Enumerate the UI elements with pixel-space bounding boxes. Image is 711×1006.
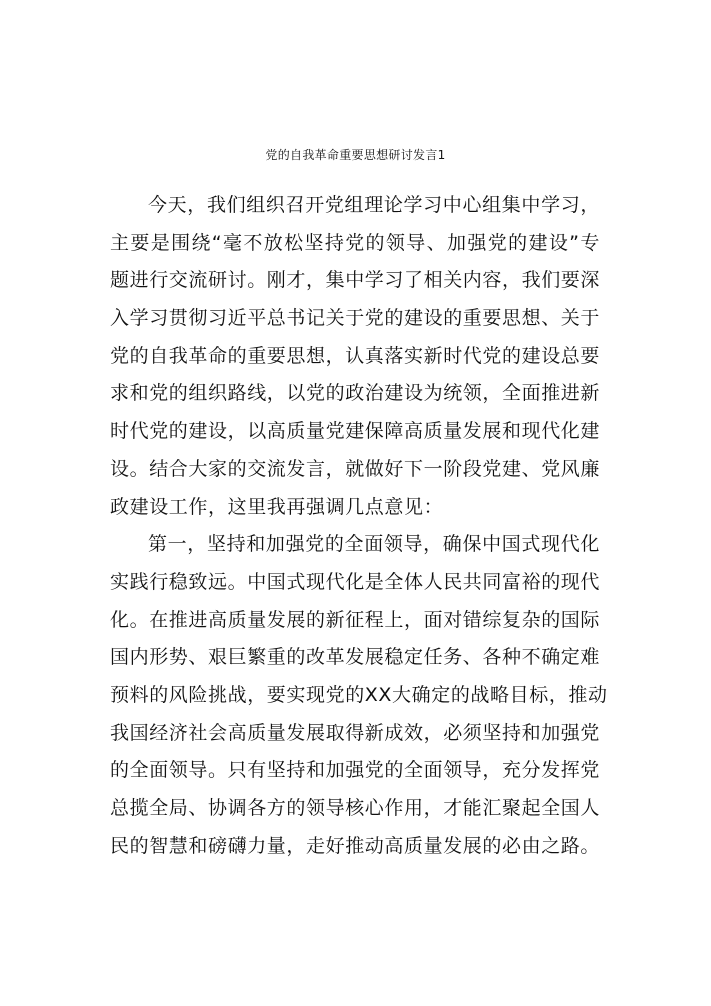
- document-title: 党的自我革命重要思想研讨发言1: [265, 148, 446, 162]
- paragraph-line: 设。结合大家的交流发言，就做好下一阶段党建、党风廉: [110, 457, 601, 480]
- paragraph-line: 的全面领导。只有坚持和加强党的全面领导，充分发挥党: [110, 759, 601, 782]
- paragraph-line: 民的智慧和磅礴力量，走好推动高质量发展的必由之路。: [110, 834, 601, 857]
- document-body: [110, 187, 608, 865]
- paragraph-line: 政建设工作，这里我再强调几点意见：: [110, 495, 444, 518]
- paragraph-line: 党的自我革命的重要思想，认真落实新时代党的建设总要: [110, 344, 601, 367]
- paragraph-line: 题进行交流研讨。刚才，集中学习了相关内容，我们要深: [110, 269, 601, 292]
- paragraph-line: 国内形势、艰巨繁重的改革发展稳定任务、各种不确定难: [110, 646, 601, 669]
- paragraph-line: 时代党的建设，以高质量党建保障高质量发展和现代化建: [110, 420, 601, 443]
- paragraph-line: 主要是围绕“毫不放松坚持党的领导、加强党的建设”专: [110, 231, 600, 254]
- paragraph-line: 化。在推进高质量发展的新征程上，面对错综复杂的国际: [110, 608, 601, 631]
- paragraph-line: 实践行稳致远。中国式现代化是全体人民共同富裕的现代: [110, 570, 601, 593]
- paragraph-line: 入学习贯彻习近平总书记关于党的建设的重要思想、关于: [110, 307, 601, 330]
- paragraph-line: 总揽全局、协调各方的领导核心作用，才能汇聚起全国人: [110, 797, 601, 819]
- paragraph-line: 今天，我们组织召开党组理论学习中心组集中学习，: [148, 194, 600, 216]
- paragraph-line: 我国经济社会高质量发展取得新成效，必须坚持和加强党: [110, 721, 601, 744]
- paragraph-line: 第一，坚持和加强党的全面领导，确保中国式现代化: [148, 533, 600, 556]
- paragraph-line: 预料的风险挑战，要实现党的XX大确定的战略目标，推动: [110, 683, 608, 706]
- paragraph-line: 求和党的组织路线，以党的政治建设为统领，全面推进新: [110, 382, 601, 405]
